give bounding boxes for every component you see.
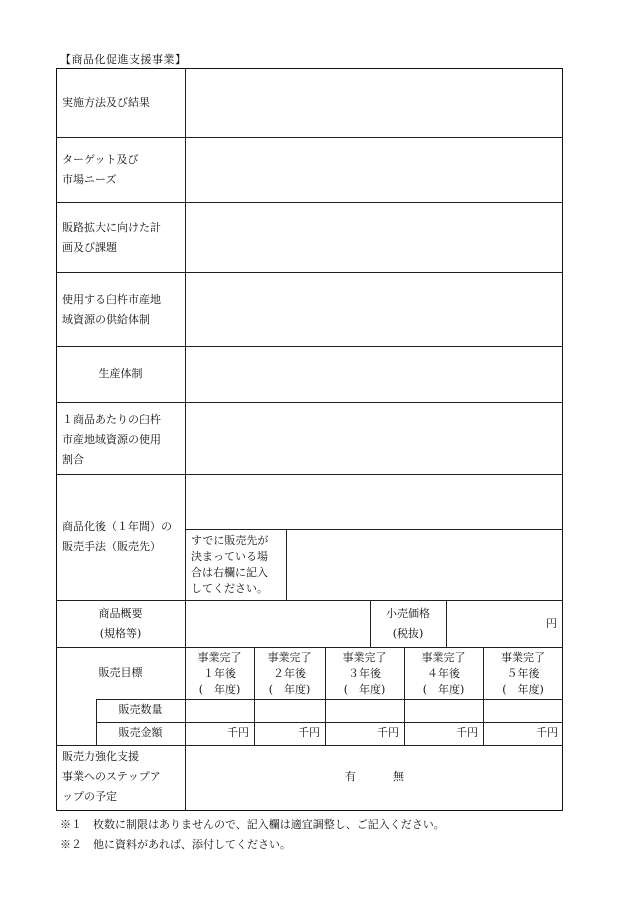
row-divider bbox=[56, 600, 563, 601]
label-sales-target: 販売目標 bbox=[98, 666, 143, 679]
note-2: ※２ 他に資料があれば、添付してください。 bbox=[60, 838, 291, 851]
amount-unit-2: 千円 bbox=[298, 726, 320, 739]
row-divider bbox=[56, 272, 563, 273]
label-retail-price: 小売価格 (税抜) bbox=[386, 607, 430, 640]
column-divider bbox=[185, 68, 186, 600]
year-header-4: 事業完了 ４年後 ( 年度) bbox=[421, 651, 466, 696]
year-header-3: 事業完了 ３年後 ( 年度) bbox=[342, 651, 387, 696]
row-divider bbox=[56, 474, 563, 475]
option-yes[interactable]: 有 bbox=[345, 770, 356, 783]
column-divider bbox=[286, 529, 287, 600]
year-header-5: 事業完了 ５年後 ( 年度) bbox=[501, 651, 545, 696]
option-no[interactable]: 無 bbox=[393, 770, 404, 783]
row-divider bbox=[56, 647, 563, 648]
label-supply-system: 使用する臼杵市産地 域資源の供給体制 bbox=[62, 293, 161, 326]
amount-unit-5: 千円 bbox=[536, 726, 558, 739]
label-production: 生産体制 bbox=[98, 367, 143, 380]
note-1: ※１ 枚数に制限はありませんので、記入欄は適宜調整し、ご記入ください。 bbox=[60, 818, 445, 831]
row-divider bbox=[56, 402, 563, 403]
label-sales-method-note: すでに販売先が 決まっている場 合は右欄に記入 してください。 bbox=[191, 534, 269, 595]
amount-unit-3: 千円 bbox=[377, 726, 399, 739]
label-sales-amount: 販売金額 bbox=[118, 726, 163, 739]
label-sales-quantity: 販売数量 bbox=[118, 703, 163, 716]
year-header-2: 事業完了 ２年後 ( 年度) bbox=[267, 651, 312, 696]
row-divider bbox=[185, 529, 563, 530]
label-usage-ratio: １商品あたりの臼杵 市産地域資源の使用 割合 bbox=[62, 413, 161, 466]
year-header-1: 事業完了 １年後 ( 年度) bbox=[197, 651, 242, 696]
label-step-up: 販売力強化支援 事業へのステップア ップの予定 bbox=[62, 750, 161, 803]
amount-unit-1: 千円 bbox=[227, 726, 249, 739]
column-divider bbox=[185, 600, 186, 647]
label-target-needs: ターゲット及び 市場ニーズ bbox=[62, 153, 139, 186]
row-divider bbox=[56, 202, 563, 203]
row-divider bbox=[56, 137, 563, 138]
price-unit: 円 bbox=[546, 617, 557, 630]
label-method-results: 実施方法及び結果 bbox=[62, 96, 150, 109]
row-divider bbox=[56, 745, 563, 746]
label-sales-plan: 販路拡大に向けた計 画及び課題 bbox=[62, 221, 161, 254]
amount-unit-4: 千円 bbox=[456, 726, 478, 739]
label-product-overview: 商品概要 (規格等) bbox=[98, 607, 143, 640]
row-divider bbox=[56, 346, 563, 347]
section-title: 【商品化促進支援事業】 bbox=[60, 53, 187, 66]
label-sales-method: 商品化後（１年間）の 販売手法（販売先） bbox=[62, 520, 172, 553]
